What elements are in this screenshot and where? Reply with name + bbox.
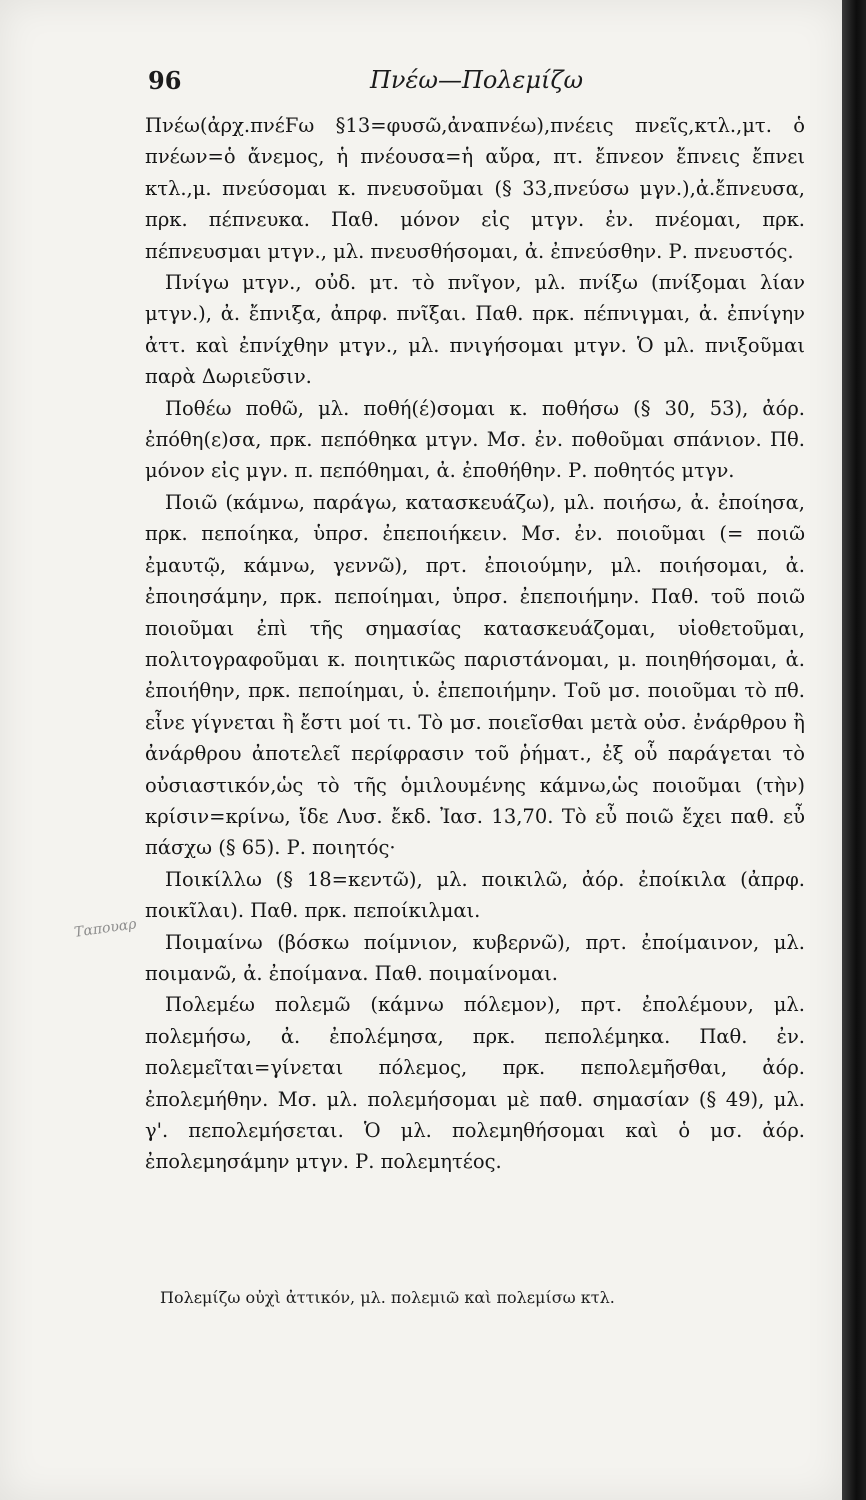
running-head xyxy=(148,62,798,102)
entry-poikillo: Ποικίλλω (§ 18=κεντῶ), μλ. ποικιλῶ, ἀόρ. ἐποίκιλα (ἀπρφ. ποικῖλαι). Παθ. πρκ. πεποίκιλμαι. xyxy=(145,867,805,923)
entry-polemeo: Πολεμέω πολεμῶ (κάμνω πόλεμον), πρτ. ἐπολέμουν, μλ. πολεμήσω, ἀ. ἐπολέμησα, πρκ. πεπολέμηκα. Παθ. ἐν. πολεμεῖται=γίνεται πόλεμος, πρκ. πεπολεμῆσθαι, ἀόρ. ἐπολεμήθην. Μσ. μλ. πολεμήσομαι μὲ παθ. σημασίαν (§ 49), μλ. γ'. πεπολεμήσεται. Ὁ μλ. πολεμηθήσομαι καὶ ὁ μσ. ἀόρ. ἐπολεμησάμην μτγν. Ρ. πολεμητέος. xyxy=(145,993,805,1174)
entry-pnigo: Πνίγω μτγν., οὐδ. μτ. τὸ πνῖγον, μλ. πνίξω (πνίξομαι λίαν μτγν.), ἀ. ἔπνιξα, ἀπρφ. πνῖξαι. Παθ. πρκ. πέπνιγμαι, ἀ. ἐπνίγην ἀττ. καὶ ἐπνίχθην μτγν., μλ. πνιγήσομαι μτγν. Ὁ μλ. πνιξοῦμαι παρὰ Δωριεῦσιν. xyxy=(145,271,805,389)
dictionary-text xyxy=(145,110,805,1178)
page-number: 96 xyxy=(148,66,182,95)
entry-potheo: Ποθέω ποθῶ, μλ. ποθή(έ)σομαι κ. ποθήσω (§ 30, 53), ἀόρ. ἐπόθη(ε)σα, πρκ. πεπόθηκα μτγν. Μσ. ἐν. ποθοῦμαι σπάνιον. Πθ. μόνον εἰς μγν. π. πεπόθημαι, ἀ. ἐποθήθην. Ρ. ποθητός μτγν. xyxy=(145,396,805,483)
entry-pneo: Πνέω(ἀρχ.πνέϜω §13=φυσῶ,ἀναπνέω),πνέεις πνεῖς,κτλ.,μτ. ὁ πνέων=ὁ ἄνεμος, ἡ πνέουσα=ἡ αὔρα, πτ. ἔπνεον ἔπνεις ἔπνει κτλ.,μ. πνεύσομαι κ. πνευσοῦμαι (§ 33,πνεύσω μγν.),ἀ.ἔπνευσα, πρκ. πέπνευκα. Παθ. μόνον εἰς μτγν. ἐν. πνέομαι, πρκ. πέπνευσμαι μτγν., μλ. πνευσθήσομαι, ἀ. ἐπνεύσθην. Ρ. πνευστός. xyxy=(145,114,805,263)
running-title: Πνέω—Πολεμίζω xyxy=(370,66,584,94)
book-spine-edge xyxy=(842,0,866,1500)
entry-poimaino: Ποιμαίνω (βόσκω ποίμνιον, κυβερνῶ), πρτ. ἐποίμαινον, μλ. ποιμανῶ, ἀ. ἐποίμανα. Παθ. ποιμαίνομαι. xyxy=(145,930,805,985)
footnote: Πολεμίζω οὐχὶ ἀττικόν, μλ. πολεμιῶ καὶ πολεμίσω κτλ. xyxy=(160,1288,615,1307)
handwritten-margin-note: Ταπουαρ xyxy=(73,916,138,941)
entry-poio: Ποιῶ (κάμνω, παράγω, κατασκευάζω), μλ. ποιήσω, ἀ. ἐποίησα, πρκ. πεποίηκα, ὑπρσ. ἐπεποιήκειν. Μσ. ἐν. ποιοῦμαι (= ποιῶ ἐμαυτῷ, κάμνω, γεννῶ), πρτ. ἐποιούμην, μλ. ποιήσομαι, ἀ. ἐποιησάμην, πρκ. πεποίημαι, ὑπρσ. ἐπεποιήμην. Παθ. τοῦ ποιῶ ποιοῦμαι ἐπὶ τῆς σημασίας κατασκευάζομαι, υἱοθετοῦμαι, πολιτογραφοῦμαι κ. ποιητικῶς παριστάνομαι, μ. ποιηθήσομαι, ἀ. ἐποιήθην, πρκ. πεποίημαι, ὑ. ἐπεποιήμην. Τοῦ μσ. ποιοῦμαι τὸ πθ. εἶνε γίγνεται ἢ ἔστι μοί τι. Τὸ μσ. ποιεῖσθαι μετὰ οὐσ. ἐνάρθρου ἢ ἀνάρθρου ἀποτελεῖ περίφρασιν τοῦ ῥήματ., ἐξ οὗ παράγεται τὸ οὐσιαστικόν,ὡς τὸ τῆς ὁμιλουμένης κάμνω,ὡς ποιοῦμαι (τὴν) κρίσιν=κρίνω, ἴδε Λυσ. ἔκδ. Ἰασ. 13,70. Τὸ εὖ ποιῶ ἔχει παθ. εὖ πάσχω (§ 65). Ρ. ποιητός· xyxy=(145,490,805,860)
